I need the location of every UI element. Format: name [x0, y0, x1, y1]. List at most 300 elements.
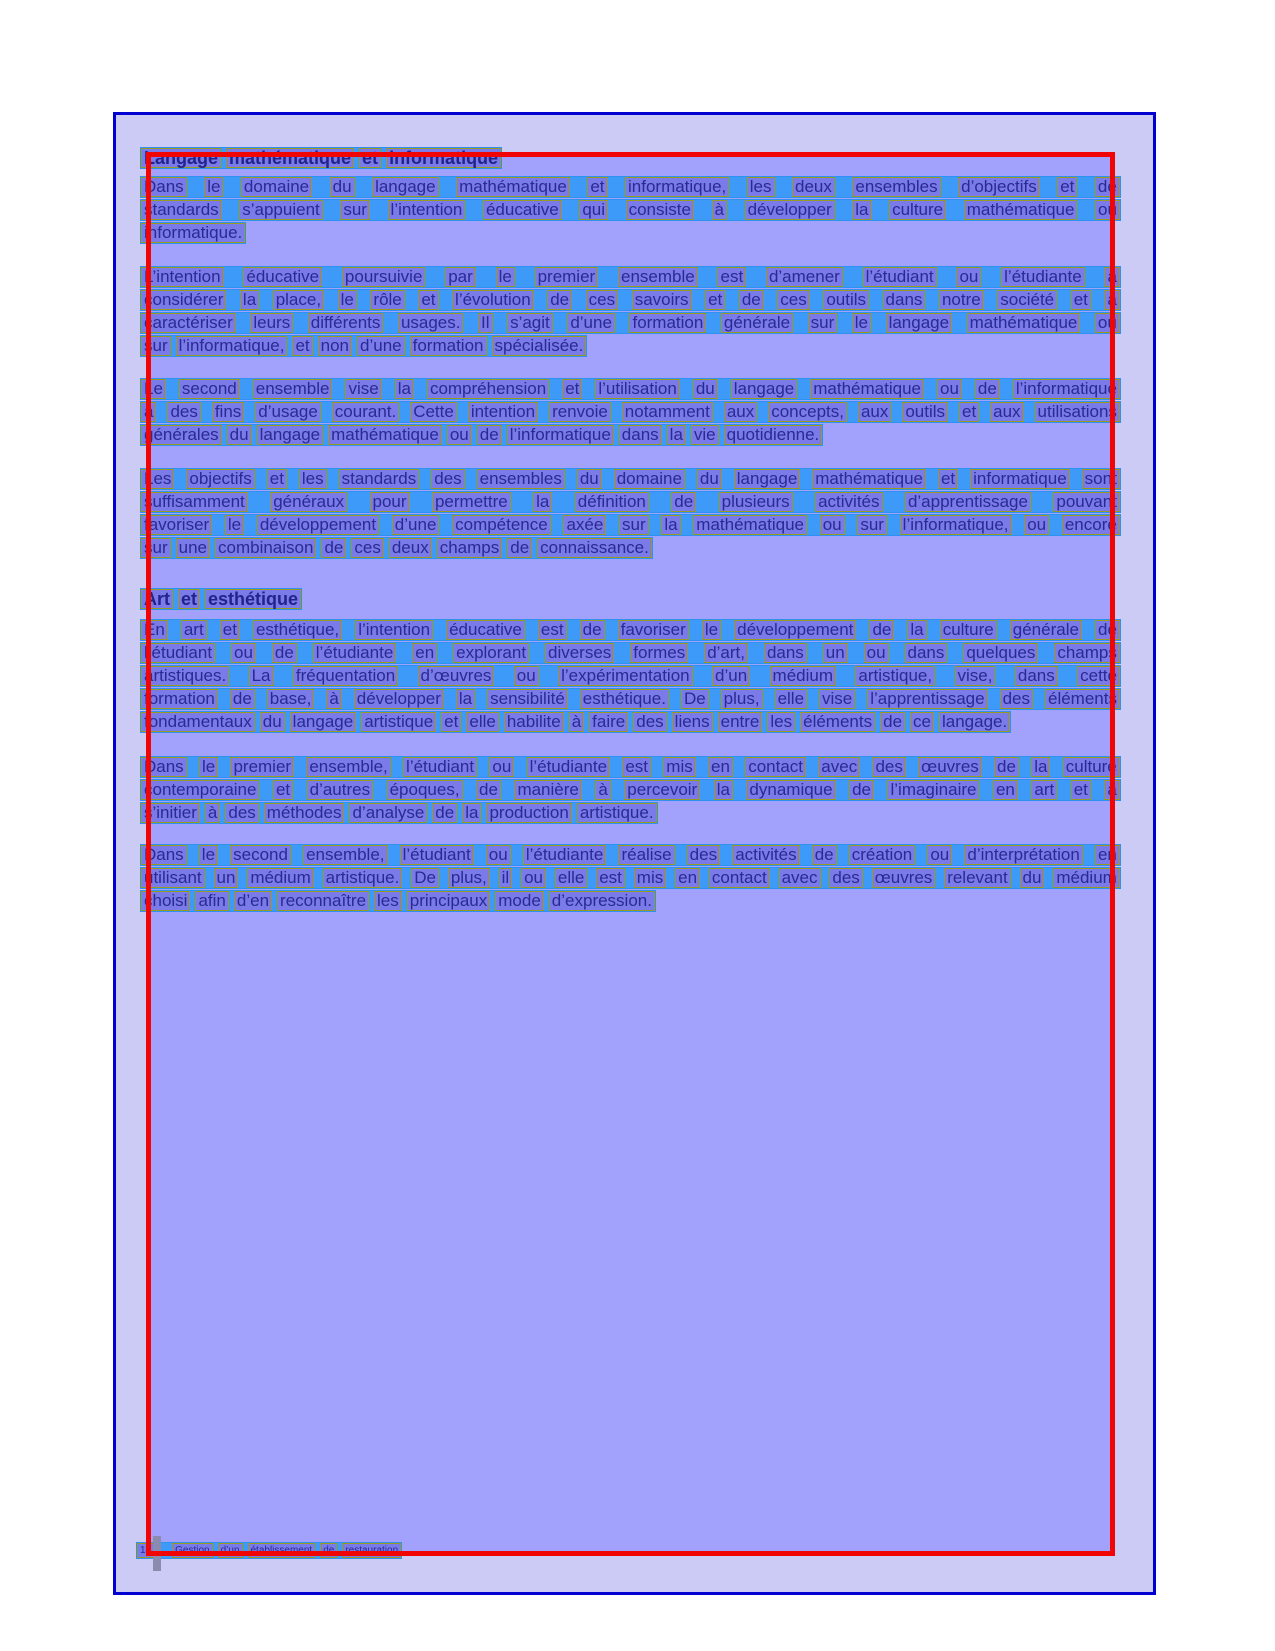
word-box: la	[456, 689, 475, 709]
word-box: la	[240, 290, 259, 310]
word-box: de	[507, 538, 532, 558]
word-box: éducative	[446, 620, 525, 640]
word-box: elle	[555, 868, 587, 888]
word-box: vise	[345, 379, 381, 399]
word-box: considérer	[141, 290, 226, 310]
word-box: fréquentation	[293, 666, 398, 686]
word-box: ou	[447, 425, 472, 445]
word-box: sur	[808, 313, 838, 333]
para-6	[140, 756, 1121, 824]
text-line	[140, 642, 1121, 664]
word-box: culture	[889, 200, 946, 220]
word-box: d’œuvres	[418, 666, 495, 686]
word-box: de	[975, 379, 1000, 399]
word-box: usages.	[398, 313, 464, 333]
word-box: deux	[792, 177, 835, 197]
text-line	[140, 491, 1121, 513]
word-box: s’appuient	[239, 200, 323, 220]
word-box: l’étudiant	[141, 643, 215, 663]
word-box: habilite	[504, 712, 564, 732]
word-box: de	[671, 492, 696, 512]
word-box: utilisations	[1035, 402, 1120, 422]
word-box: langage	[731, 379, 798, 399]
word-box: est	[622, 757, 651, 777]
heading-art	[140, 588, 1121, 610]
word-box: de	[812, 845, 837, 865]
word-box: esthétique.	[580, 689, 669, 709]
word-box: l’étudiante	[527, 757, 611, 777]
word-box: mathématique	[226, 148, 354, 168]
text-line	[140, 176, 1121, 198]
word-box: la	[533, 492, 552, 512]
word-box: à	[205, 803, 220, 823]
footer-cursor-bar	[153, 1536, 161, 1571]
word-box: L’intention	[141, 267, 224, 287]
word-box: le	[199, 845, 218, 865]
word-box: à	[326, 689, 341, 709]
word-box: ou	[1095, 200, 1120, 220]
word-box: à	[1104, 267, 1119, 287]
word-box: et	[220, 620, 240, 640]
word-box: de	[580, 620, 605, 640]
word-box: En	[141, 620, 168, 640]
word-box: de	[321, 538, 346, 558]
para-4	[140, 468, 1121, 559]
word-box: l’évolution	[452, 290, 534, 310]
word-box: esthétique	[205, 589, 301, 609]
word-box: l’apprentissage	[867, 689, 987, 709]
word-box: utilisant	[141, 868, 205, 888]
word-box: du	[693, 379, 718, 399]
word-box: de	[547, 290, 572, 310]
word-box: de	[880, 712, 905, 732]
word-box: De	[411, 868, 439, 888]
word-box: sur	[340, 200, 370, 220]
word-box: l’intention	[355, 620, 433, 640]
word-box: à	[1104, 290, 1119, 310]
word-box: le	[338, 290, 357, 310]
word-box: dans	[764, 643, 807, 663]
word-box: en	[412, 643, 437, 663]
word-box: il	[499, 868, 513, 888]
word-box: sur	[619, 515, 649, 535]
footer-title-words	[172, 1543, 401, 1558]
word-box: le	[702, 620, 721, 640]
word-box: ou	[937, 379, 962, 399]
word-box: des	[687, 845, 720, 865]
word-box: et	[418, 290, 438, 310]
word-box: à	[712, 200, 727, 220]
word-box: générales	[141, 425, 222, 445]
word-box: médium	[247, 868, 313, 888]
word-box: d’une	[567, 313, 615, 333]
word-box: l’étudiant	[863, 267, 937, 287]
word-box: société	[997, 290, 1057, 310]
word-box: l’imaginaire	[887, 780, 979, 800]
word-box: des	[1000, 689, 1033, 709]
word-box: généraux	[270, 492, 347, 512]
word-box: d’interprétation	[964, 845, 1082, 865]
footer-word-box: d’un	[218, 1543, 243, 1558]
word-box: l’informatique,	[176, 336, 288, 356]
word-box: de	[432, 803, 457, 823]
word-box: champs	[437, 538, 503, 558]
word-box: Cette	[410, 402, 457, 422]
word-box: ensemble	[253, 379, 333, 399]
word-box: standards	[339, 469, 420, 489]
word-box: médium	[770, 666, 836, 686]
word-box: du	[577, 469, 602, 489]
word-box: ces	[777, 290, 809, 310]
word-box: poursuivie	[342, 267, 426, 287]
word-box: pour	[370, 492, 410, 512]
word-box: renvoie	[549, 402, 611, 422]
word-box: concepts,	[768, 402, 847, 422]
word-box: culture	[940, 620, 997, 640]
word-box: la	[395, 379, 414, 399]
word-box: plus,	[448, 868, 490, 888]
word-box: et	[1071, 780, 1091, 800]
word-box: avec	[818, 757, 860, 777]
word-box: l’étudiante	[523, 845, 607, 865]
word-box: définition	[575, 492, 649, 512]
word-box: à	[595, 780, 610, 800]
text-line	[140, 335, 587, 357]
word-box: la	[462, 803, 481, 823]
word-box: un	[214, 868, 239, 888]
word-box: Dans	[141, 845, 187, 865]
word-box: Les	[141, 469, 174, 489]
word-box: du	[697, 469, 722, 489]
word-box: d’analyse	[349, 803, 427, 823]
word-box: Dans	[141, 757, 187, 777]
word-box: et	[587, 177, 607, 197]
word-box: la	[667, 425, 686, 445]
text-blocks	[140, 147, 1121, 913]
text-line	[140, 401, 1121, 423]
word-box: formation	[410, 336, 487, 356]
word-box: De	[681, 689, 709, 709]
para-5	[140, 619, 1121, 733]
word-box: formes	[630, 643, 688, 663]
word-box: plus,	[721, 689, 763, 709]
word-box: la	[907, 620, 926, 640]
word-box: manière	[514, 780, 581, 800]
word-box: les	[767, 712, 795, 732]
word-box: mis	[663, 757, 695, 777]
word-box: fondamentaux	[141, 712, 255, 732]
word-box: d’expression.	[549, 891, 655, 911]
word-box: avec	[779, 868, 821, 888]
word-box: les	[374, 891, 402, 911]
word-box: culture	[1063, 757, 1120, 777]
text-line	[140, 890, 656, 912]
word-box: mathématique	[967, 313, 1081, 333]
word-box: ou	[489, 757, 514, 777]
word-box: reconnaître	[277, 891, 369, 911]
para-2	[140, 266, 1121, 357]
word-box: dans	[1015, 666, 1058, 686]
word-box: en	[708, 757, 733, 777]
word-box: rôle	[370, 290, 404, 310]
word-box: vise	[819, 689, 855, 709]
word-box: mathématique	[456, 177, 570, 197]
word-box: et	[959, 402, 979, 422]
word-box: l’étudiant	[403, 757, 477, 777]
word-box: est	[538, 620, 567, 640]
word-box: l’étudiante	[313, 643, 397, 663]
word-box: informatique.	[141, 223, 245, 243]
word-box: liens	[672, 712, 713, 732]
word-box: spécialisée.	[492, 336, 587, 356]
word-box: éléments	[800, 712, 875, 732]
word-box: informatique,	[625, 177, 729, 197]
word-box: La	[249, 666, 274, 686]
word-box: outils	[823, 290, 869, 310]
word-box: un	[823, 643, 848, 663]
word-box: l’informatique	[1013, 379, 1120, 399]
word-box: ensembles	[477, 469, 565, 489]
text-line	[140, 802, 658, 824]
word-box: elle	[466, 712, 498, 732]
footer-line	[136, 1542, 402, 1559]
word-box: des	[633, 712, 666, 732]
heading-langage	[140, 147, 1121, 169]
word-box: de	[849, 780, 874, 800]
word-box: mathématique	[693, 515, 807, 535]
word-box: quotidienne.	[724, 425, 823, 445]
word-box: et	[267, 469, 287, 489]
word-box: est	[717, 267, 746, 287]
word-box: art	[1031, 780, 1057, 800]
word-box: ou	[1024, 515, 1049, 535]
word-box: mathématique	[328, 425, 442, 445]
word-box: explorant	[453, 643, 529, 663]
word-box: et	[562, 379, 582, 399]
text-line	[140, 711, 1011, 733]
word-box: à	[1104, 780, 1119, 800]
word-box: mathématique	[964, 200, 1078, 220]
word-box: d’une	[392, 515, 440, 535]
word-box: des	[872, 757, 905, 777]
word-box: qui	[579, 200, 608, 220]
word-box: et	[441, 712, 461, 732]
text-line	[140, 266, 1121, 288]
word-box: cette	[1077, 666, 1120, 686]
word-box: l’étudiante	[1001, 267, 1085, 287]
word-box: et	[292, 336, 312, 356]
word-box: mode	[495, 891, 544, 911]
word-box: base,	[267, 689, 315, 709]
word-box: second	[230, 845, 291, 865]
word-box: développer	[354, 689, 444, 709]
word-box: de	[230, 689, 255, 709]
text-line	[140, 289, 1121, 311]
word-box: premier	[230, 757, 294, 777]
word-box: ou	[514, 666, 539, 686]
text-line	[140, 424, 823, 446]
text-line	[140, 468, 1121, 490]
word-box: esthétique,	[253, 620, 342, 640]
word-box: ces	[586, 290, 618, 310]
word-box: différents	[308, 313, 384, 333]
para-7	[140, 844, 1121, 912]
word-box: dans	[619, 425, 662, 445]
word-box: Langage	[141, 148, 221, 168]
word-box: de	[1095, 620, 1120, 640]
word-box: ou	[927, 845, 952, 865]
word-box: leurs	[250, 313, 293, 333]
word-box: langage.	[939, 712, 1010, 732]
word-box: vie	[691, 425, 719, 445]
word-box: l’étudiant	[400, 845, 474, 865]
text-line	[140, 514, 1121, 536]
word-box: des	[829, 868, 862, 888]
word-box: informatique	[970, 469, 1070, 489]
word-box: aux	[858, 402, 891, 422]
word-box: réalise	[618, 845, 674, 865]
word-box: développement	[257, 515, 379, 535]
word-box: de	[476, 780, 501, 800]
word-box: et	[1071, 290, 1091, 310]
word-box: d’objectifs	[958, 177, 1040, 197]
word-box: éducative	[483, 200, 562, 220]
word-box: suffisamment	[141, 492, 248, 512]
word-box: savoirs	[632, 290, 692, 310]
word-box: contact	[709, 868, 770, 888]
word-box: combinaison	[215, 538, 316, 558]
word-box: des	[225, 803, 258, 823]
word-box: des	[167, 402, 200, 422]
word-box: encore	[1062, 515, 1120, 535]
word-box: production	[486, 803, 571, 823]
text-line	[140, 867, 1121, 889]
word-box: des	[431, 469, 464, 489]
word-box: connaissance.	[537, 538, 652, 558]
word-box: Art	[141, 589, 173, 609]
word-box: dynamique	[746, 780, 835, 800]
word-box: domaine	[241, 177, 312, 197]
word-box: et	[178, 589, 200, 609]
word-box: mis	[634, 868, 666, 888]
word-box: courant.	[332, 402, 399, 422]
word-box: l’informatique	[507, 425, 614, 445]
word-box: éléments	[1045, 689, 1120, 709]
text-line	[140, 537, 653, 559]
word-box: Dans	[141, 177, 187, 197]
word-box: axée	[563, 515, 606, 535]
word-box: sensibilité	[487, 689, 568, 709]
footer-word-box: restauration	[342, 1543, 401, 1558]
para-1	[140, 176, 1121, 244]
word-box: faire	[589, 712, 628, 732]
word-box: le	[199, 757, 218, 777]
word-box: ou	[1095, 313, 1120, 333]
word-box: outils	[902, 402, 948, 422]
word-box: médium	[1053, 868, 1119, 888]
word-box: activités	[732, 845, 799, 865]
word-box: le	[225, 515, 244, 535]
word-box: objectifs	[186, 469, 254, 489]
word-box: ou	[521, 868, 546, 888]
word-box: premier	[535, 267, 599, 287]
word-box: place,	[273, 290, 324, 310]
word-box: favoriser	[618, 620, 689, 640]
word-box: contact	[745, 757, 806, 777]
word-box: et	[273, 780, 293, 800]
text-line	[140, 199, 1121, 221]
word-box: consiste	[626, 200, 694, 220]
word-box: de	[272, 643, 297, 663]
word-box: langage	[257, 425, 324, 445]
word-box: création	[849, 845, 915, 865]
word-box: ces	[351, 538, 383, 558]
word-box: entre	[718, 712, 763, 732]
word-box: la	[1031, 757, 1050, 777]
text-line	[140, 147, 502, 169]
text-line	[140, 665, 1121, 687]
word-box: la	[661, 515, 680, 535]
word-box: artistique.	[577, 803, 657, 823]
word-box: langage	[290, 712, 357, 732]
word-box: ensemble,	[303, 845, 387, 865]
word-box: et	[938, 469, 958, 489]
text-line	[140, 312, 1121, 334]
word-box: éducative	[243, 267, 322, 287]
word-box: ensembles	[852, 177, 940, 197]
word-box: dans	[905, 643, 948, 663]
word-box: domaine	[614, 469, 685, 489]
para-3	[140, 378, 1121, 446]
word-box: le	[496, 267, 515, 287]
word-box: d’un	[712, 666, 750, 686]
word-box: notamment	[622, 402, 713, 422]
word-box: de	[994, 757, 1019, 777]
word-box: développer	[745, 200, 835, 220]
word-box: artistique.	[323, 868, 403, 888]
word-box: et	[359, 148, 381, 168]
word-box: formation	[141, 689, 218, 709]
word-box: ou	[956, 267, 981, 287]
word-box: sur	[141, 538, 171, 558]
word-box: relevant	[944, 868, 1010, 888]
word-box: quelques	[963, 643, 1038, 663]
word-box: mathématique	[812, 469, 926, 489]
footer-word-box: établissement	[248, 1543, 316, 1558]
word-box: pouvant	[1053, 492, 1120, 512]
word-box: d’apprentissage	[905, 492, 1031, 512]
word-box: Le	[141, 379, 166, 399]
word-box: la	[852, 200, 871, 220]
word-box: générale	[1010, 620, 1082, 640]
word-box: principaux	[407, 891, 491, 911]
word-box: informatique	[386, 148, 501, 168]
word-box: du	[330, 177, 355, 197]
word-box: percevoir	[624, 780, 700, 800]
word-box: ensemble,	[306, 757, 390, 777]
word-box: les	[747, 177, 775, 197]
word-box: du	[1020, 868, 1045, 888]
word-box: compréhension	[427, 379, 549, 399]
word-box: choisi	[141, 891, 190, 911]
word-box: s’initier	[141, 803, 200, 823]
word-box: art	[181, 620, 207, 640]
word-box: permettre	[432, 492, 511, 512]
word-box: champs	[1054, 643, 1120, 663]
text-line	[140, 756, 1121, 778]
footer-word-box: de	[320, 1543, 337, 1558]
word-box: sur	[141, 336, 171, 356]
